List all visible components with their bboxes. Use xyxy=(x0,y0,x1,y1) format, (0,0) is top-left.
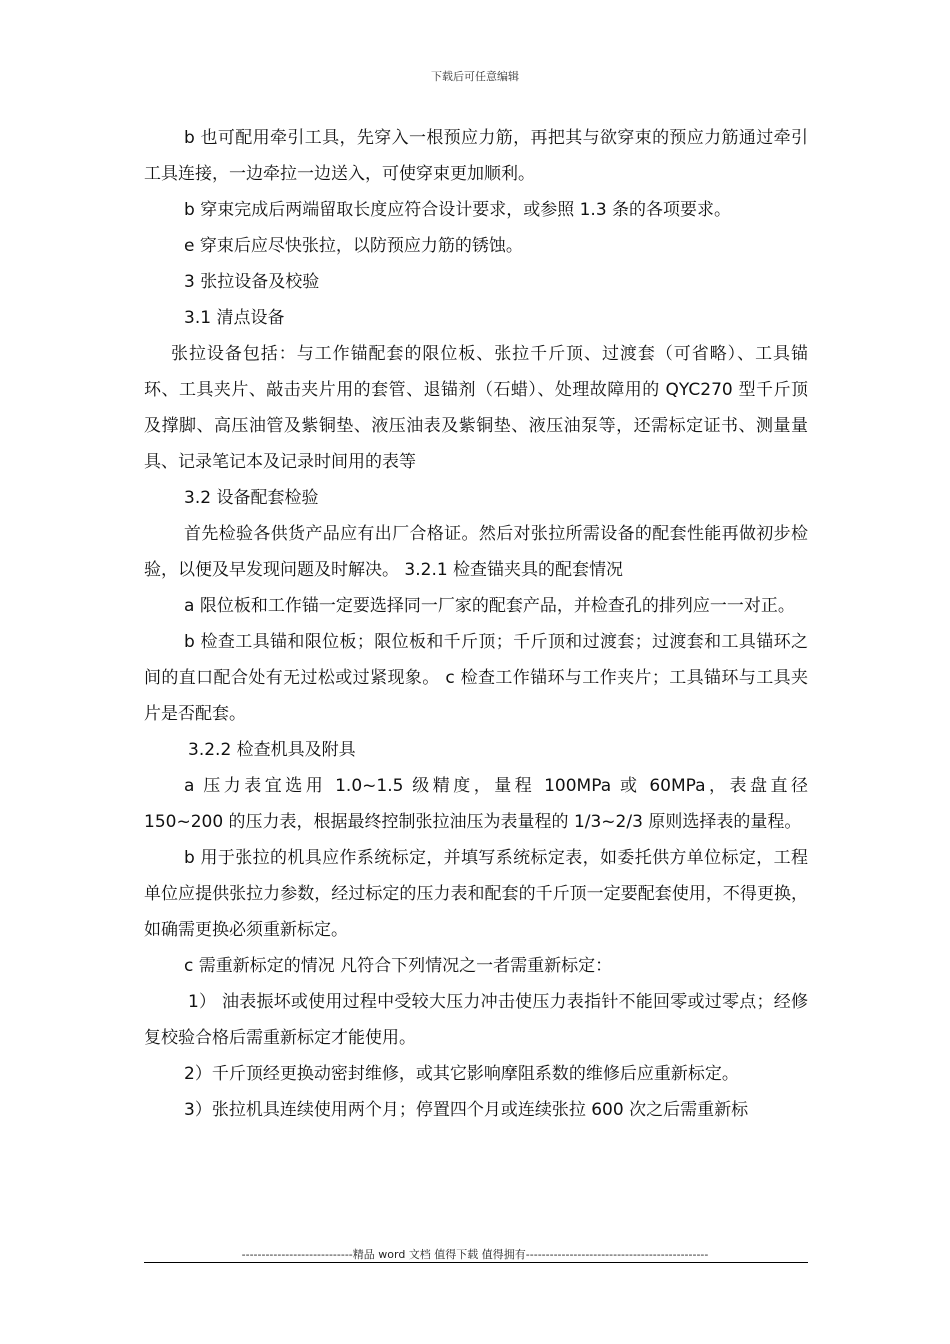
page-footer: ----------------------------精品 word 文档 值得下载 值得拥有---------------------------------------------- xyxy=(241,1248,709,1261)
section-heading-3: 3 张拉设备及校验 xyxy=(184,272,320,292)
list-item-3: 3）张拉机具连续使用两个月；停置四个月或连续张拉 600 次之后需重新标 xyxy=(184,1100,749,1120)
section-heading-3-2-2: 3.2.2 检查机具及附具 xyxy=(188,740,356,760)
paragraph-calibration: b 用于张拉的机具应作系统标定，并填写系统标定表，如委托供方单位标定，工程单位应提供张拉力参数，经过标定的压力表和配套的千斤顶一定要配套使用，不得更换，如确需更换必须重新标定。 xyxy=(144,848,808,940)
footer-rule xyxy=(144,1262,808,1263)
paragraph-initial-inspection: 首先检验各供货产品应有出厂合格证。然后对张拉所需设备的配套性能再做初步检验，以便及早发现问题及时解决。 3.2.1 检查锚夹具的配套情况 xyxy=(144,524,808,580)
paragraph-tension-soon: e 穿束后应尽快张拉，以防预应力筋的锈蚀。 xyxy=(184,236,523,256)
paragraph-recalibration-cases: c 需重新标定的情况 凡符合下列情况之一者需重新标定： xyxy=(184,956,613,976)
list-item-2: 2）千斤顶经更换动密封维修，或其它影响摩阻系数的维修后应重新标定。 xyxy=(184,1064,739,1084)
paragraph-pressure-gauge: a 压力表宜选用 1.0~1.5 级精度，量程 100MPa 或 60MPa，表盘直径 150~200 的压力表，根据最终控制张拉油压为表量程的 1/3~2/3 原则选择表的量程。 xyxy=(144,776,808,832)
paragraph-equipment-list: 张拉设备包括：与工作锚配套的限位板、张拉千斤顶、过渡套（可省略）、工具锚环、工具夹片、敲击夹片用的套管、退锚剂（石蜡）、处理故障用的 QYC270 型千斤顶及撑脚、高压油管及紫铜垫、液压油表及紫铜垫、液压油泵等，还需标定证书、测量量具、记录笔记本及记录时间用的表等 xyxy=(144,344,808,472)
page-header: 下载后可任意编辑 xyxy=(431,70,519,83)
paragraph-limit-plate: a 限位板和工作锚一定要选择同一厂家的配套产品，并检查孔的排列应一一对正。 xyxy=(184,596,795,616)
section-heading-3-2: 3.2 设备配套检验 xyxy=(184,488,319,508)
list-item-1: 1） 油表振坏或使用过程中受较大压力冲击使压力表指针不能回零或过零点；经修复校验合格后需重新标定才能使用。 xyxy=(144,992,808,1048)
section-heading-3-1: 3.1 清点设备 xyxy=(184,308,285,328)
paragraph-anchor-check: b 检查工具锚和限位板；限位板和千斤顶；千斤顶和过渡套；过渡套和工具锚环之间的直口配合处有无过松或过紧现象。 c 检查工作锚环与工作夹片；工具锚环与工具夹片是否配套。 xyxy=(144,632,808,724)
paragraph-traction-tool: b 也可配用牵引工具，先穿入一根预应力筋，再把其与欲穿束的预应力筋通过牵引工具连接，一边牵拉一边送入，可使穿束更加顺利。 xyxy=(144,128,808,184)
paragraph-length-requirement: b 穿束完成后两端留取长度应符合设计要求，或参照 1.3 条的各项要求。 xyxy=(184,200,732,220)
document-body xyxy=(144,120,808,1128)
